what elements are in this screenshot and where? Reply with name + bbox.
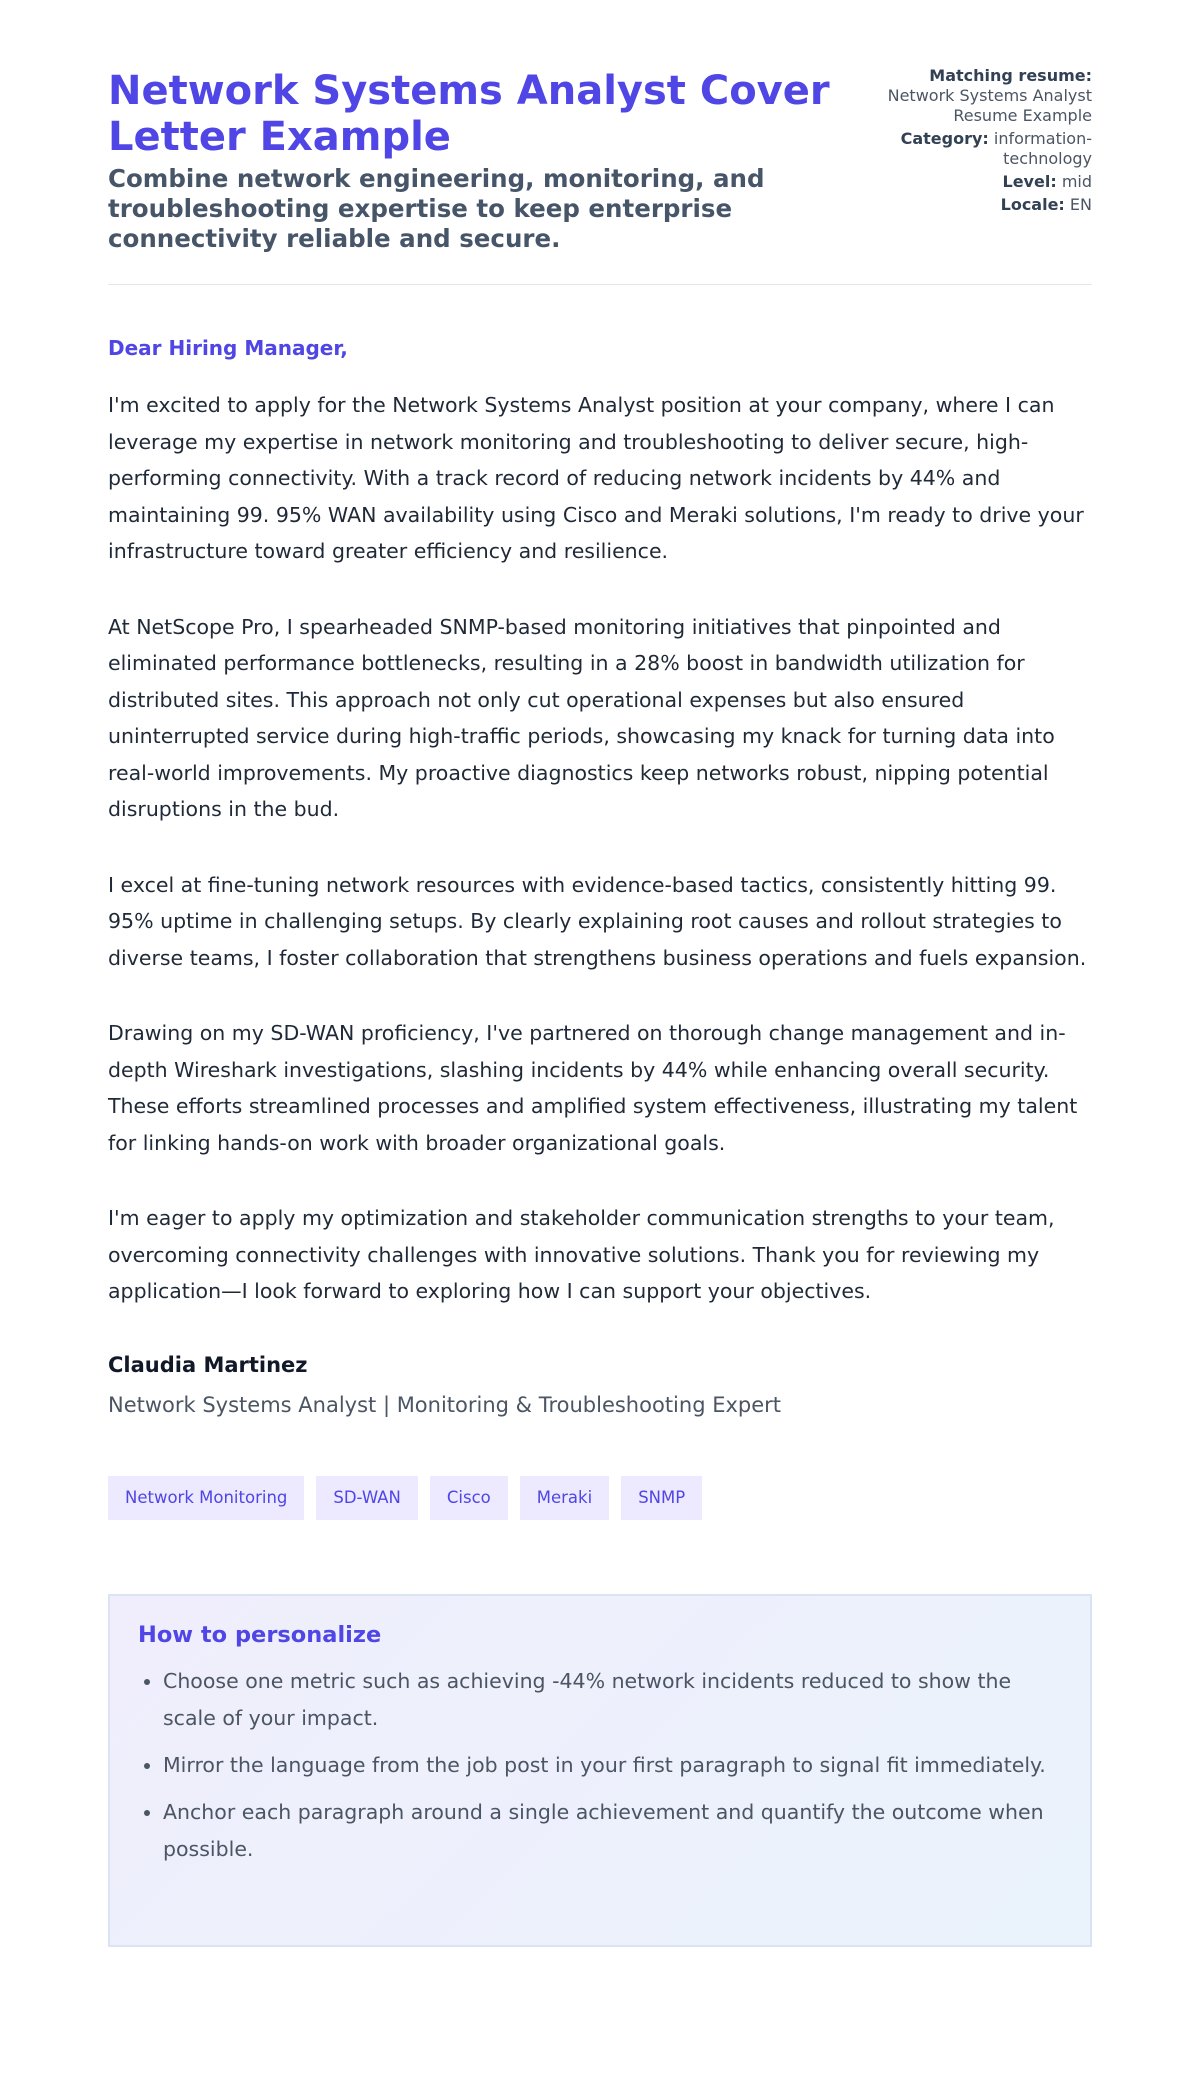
letter-paragraph: I'm excited to apply for the Network Systems Analyst position at your company, where I can leverage my expertise in network monitoring and troubleshooting to deliver secure, high-performing connectivity. With a track record of reducing network incidents by 44% and maintaining 99. 95% WAN availability using Cisco and Meraki solutions, I'm ready to drive your infrastructure toward greater efficiency and resilience. bbox=[108, 393, 1084, 563]
tip-item: • Choose one metric such as achieving -44% network incidents reduced to show the scale of your impact. bbox=[163, 1663, 1062, 1737]
letter-paragraph: Drawing on my SD-WAN proficiency, I've partnered on thorough change management and in-depth Wireshark investigations, slashing incidents by 44% while enhancing overall security. These efforts streamlined processes and amplified system effectiveness, illustrating my talent for linking hands-on work with broader organizational goals. bbox=[108, 1021, 1078, 1155]
signature-name: Claudia Martinez bbox=[108, 1352, 308, 1377]
tips-title: How to personalize bbox=[138, 1621, 382, 1648]
letter-body bbox=[108, 387, 1092, 1310]
letter-paragraph: At NetScope Pro, I spearheaded SNMP-based monitoring initiatives that pinpointed and eliminated performance bottlenecks, resulting in a 28% boost in bandwidth utilization for distributed sites. This approach not only cut operational expenses but also ensured uninterrupted service during high-traffic periods, showcasing my knack for turning data into real-world improvements. My proactive diagnostics keep networks robust, nipping potential disruptions in the bud. bbox=[108, 614, 1055, 821]
meta-category bbox=[860, 129, 1092, 169]
meta-level-value: mid bbox=[1061, 172, 1092, 191]
salutation: Dear Hiring Manager, bbox=[108, 336, 348, 360]
tip-item: • Anchor each paragraph around a single achievement and quantify the outcome when possible. bbox=[163, 1794, 1062, 1868]
tip-item: • Mirror the language from the job post in your first paragraph to signal fit immediately. bbox=[163, 1747, 1062, 1784]
letter-paragraph: I excel at fine-tuning network resources with evidence-based tactics, consistently hitting 99. 95% uptime in challenging setups. By clearly explaining root causes and rollout strategies to diverse teams, I foster collaboration that strengthens business operations and fuels expansion. bbox=[108, 872, 1087, 970]
page-header bbox=[108, 0, 1092, 285]
skill-tags bbox=[108, 1476, 1092, 1520]
signature-role: Network Systems Analyst | Monitoring & Troubleshooting Expert bbox=[108, 1392, 782, 1417]
meta-panel bbox=[860, 66, 1092, 218]
personalize-tips-box bbox=[108, 1594, 1092, 1947]
tips-list bbox=[138, 1663, 1062, 1868]
meta-level bbox=[860, 172, 1092, 192]
skill-tag: Network Monitoring bbox=[108, 1476, 304, 1520]
meta-category-label: Category: bbox=[900, 129, 989, 148]
letter-paragraph: I'm eager to apply my optimization and stakeholder communication strengths to your team, overcoming connectivity challenges with innovative solutions. Thank you for reviewing my application—I look forward to exploring how I can support your objectives. bbox=[108, 1206, 1055, 1303]
meta-locale bbox=[860, 195, 1092, 215]
meta-locale-label: Locale: bbox=[1000, 195, 1065, 214]
meta-matching-resume bbox=[860, 66, 1092, 126]
skill-tag: Meraki bbox=[520, 1476, 609, 1520]
meta-locale-value: EN bbox=[1069, 195, 1092, 214]
page-title: Network Systems Analyst Cover Letter Example bbox=[108, 68, 830, 160]
meta-category-value: information-technology bbox=[993, 129, 1092, 168]
skill-tag: SD-WAN bbox=[316, 1476, 418, 1520]
skill-tag: Cisco bbox=[430, 1476, 508, 1520]
title-block bbox=[108, 68, 838, 254]
meta-matching-resume-label: Matching resume: bbox=[929, 66, 1092, 85]
skill-tag: SNMP bbox=[621, 1476, 702, 1520]
meta-level-label: Level: bbox=[1002, 172, 1057, 191]
page-subtitle: Combine network engineering, monitoring, and troubleshooting expertise to keep enterprise connectivity reliable and secure. bbox=[108, 164, 765, 253]
meta-matching-resume-value: Network Systems Analyst Resume Example bbox=[887, 86, 1092, 125]
